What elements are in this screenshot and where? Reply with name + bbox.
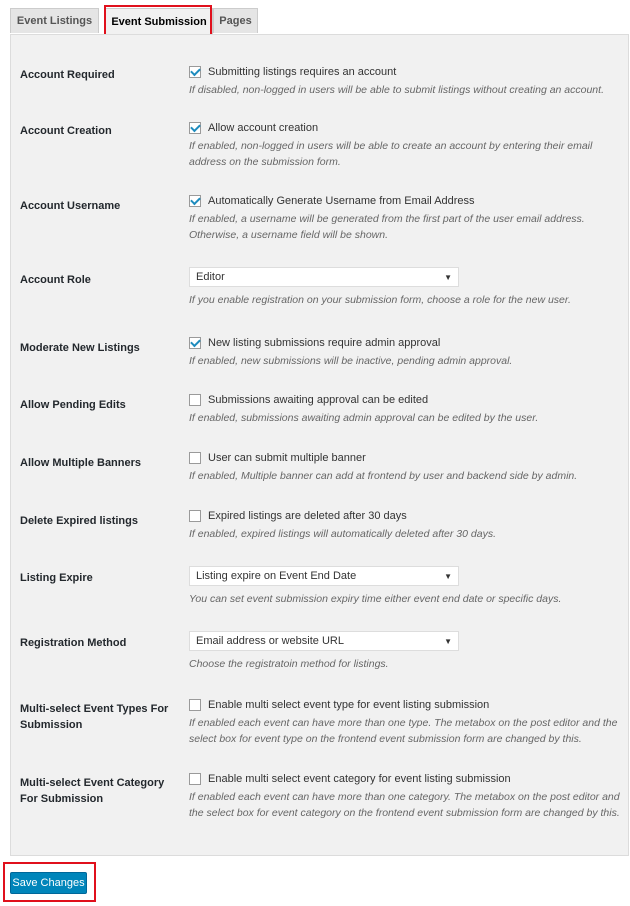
setting-label: Account Username [20, 200, 121, 212]
setting-description: If enabled, a username will be generated from the first part of the user email address. Otherwise, a username field will be shown. [189, 213, 585, 241]
setting-label: Listing Expire [20, 572, 93, 584]
setting-description: If enabled, submissions awaiting admin approval can be edited by the user. [189, 412, 539, 424]
checkmark-icon [190, 66, 201, 77]
checkmark-icon [190, 337, 201, 348]
checkbox-label: Enable multi select event type for event listing submission [208, 699, 490, 711]
setting-label: Multi-select Event Types For Submission [20, 703, 169, 731]
setting-label: Allow Multiple Banners [20, 457, 142, 469]
setting-label: Registration Method [20, 637, 127, 649]
save-changes-button[interactable]: Save Changes [10, 872, 87, 894]
setting-description: If enabled, Multiple banner can add at frontend by user and backend side by admin. [189, 470, 578, 482]
delete-expired-checkbox[interactable] [189, 510, 201, 522]
dropdown-arrow-icon: ▼ [444, 571, 452, 581]
checkbox-label: Allow account creation [208, 122, 319, 134]
setting-description: If enabled, expired listings will automatically deleted after 30 days. [189, 528, 497, 540]
setting-description: If enabled each event can have more than one type. The metabox on the post editor and the select box for event type on the frontend event submission form are changed by this. [189, 717, 618, 745]
setting-description: If you enable registration on your submission form, choose a role for the new user. [189, 294, 571, 306]
checkmark-icon [190, 122, 201, 133]
dropdown-arrow-icon: ▼ [444, 636, 452, 646]
account-username-checkbox[interactable] [189, 195, 201, 207]
setting-description: If enabled, new submissions will be inactive, pending admin approval. [189, 355, 513, 367]
tab-pages[interactable]: Pages [213, 8, 258, 33]
setting-description: Choose the registratoin method for listings. [189, 658, 389, 670]
select-value: Listing expire on Event End Date [196, 570, 357, 582]
setting-label: Moderate New Listings [20, 342, 140, 354]
setting-label: Delete Expired listings [20, 515, 138, 527]
checkbox-label: Automatically Generate Username from Email Address [208, 195, 475, 207]
registration-method-select[interactable] [189, 631, 459, 651]
checkbox-label: Submissions awaiting approval can be edited [208, 394, 429, 406]
account-role-select[interactable] [189, 267, 459, 287]
listing-expire-select[interactable] [189, 566, 459, 586]
dropdown-arrow-icon: ▼ [444, 272, 452, 282]
multi-event-types-checkbox[interactable] [189, 699, 201, 711]
checkbox-label: Expired listings are deleted after 30 days [208, 510, 407, 522]
checkbox-label: Enable multi select event category for event listing submission [208, 773, 511, 785]
account-creation-checkbox[interactable] [189, 122, 201, 134]
setting-label: Account Role [20, 274, 91, 286]
multiple-banners-checkbox[interactable] [189, 452, 201, 464]
account-required-checkbox[interactable] [189, 66, 201, 78]
checkbox-label: User can submit multiple banner [208, 452, 366, 464]
checkmark-icon [190, 195, 201, 206]
multi-event-category-checkbox[interactable] [189, 773, 201, 785]
checkbox-label: Submitting listings requires an account [208, 66, 397, 78]
setting-description: If enabled each event can have more than one category. The metabox on the post editor and the select box for event category on the frontend event submission form are changed by this. [189, 791, 620, 819]
settings-panel [10, 34, 629, 856]
select-value: Editor [196, 271, 225, 283]
tab-event-listings[interactable]: Event Listings [10, 8, 99, 33]
setting-label: Allow Pending Edits [20, 399, 126, 411]
pending-edits-checkbox[interactable] [189, 394, 201, 406]
setting-description: If enabled, non-logged in users will be able to create an account by entering their email address on the submission form. [189, 140, 593, 168]
checkbox-label: New listing submissions require admin approval [208, 337, 441, 349]
setting-description: If disabled, non-logged in users will be able to submit listings without creating an account. [189, 84, 604, 96]
setting-label: Account Required [20, 69, 115, 81]
setting-label: Multi-select Event Category For Submission [20, 777, 165, 805]
setting-description: You can set event submission expiry time either event end date or specific days. [189, 593, 562, 605]
select-value: Email address or website URL [196, 635, 344, 647]
tab-event-submission[interactable]: Event Submission [105, 8, 213, 34]
setting-label: Account Creation [20, 125, 112, 137]
moderate-listings-checkbox[interactable] [189, 337, 201, 349]
